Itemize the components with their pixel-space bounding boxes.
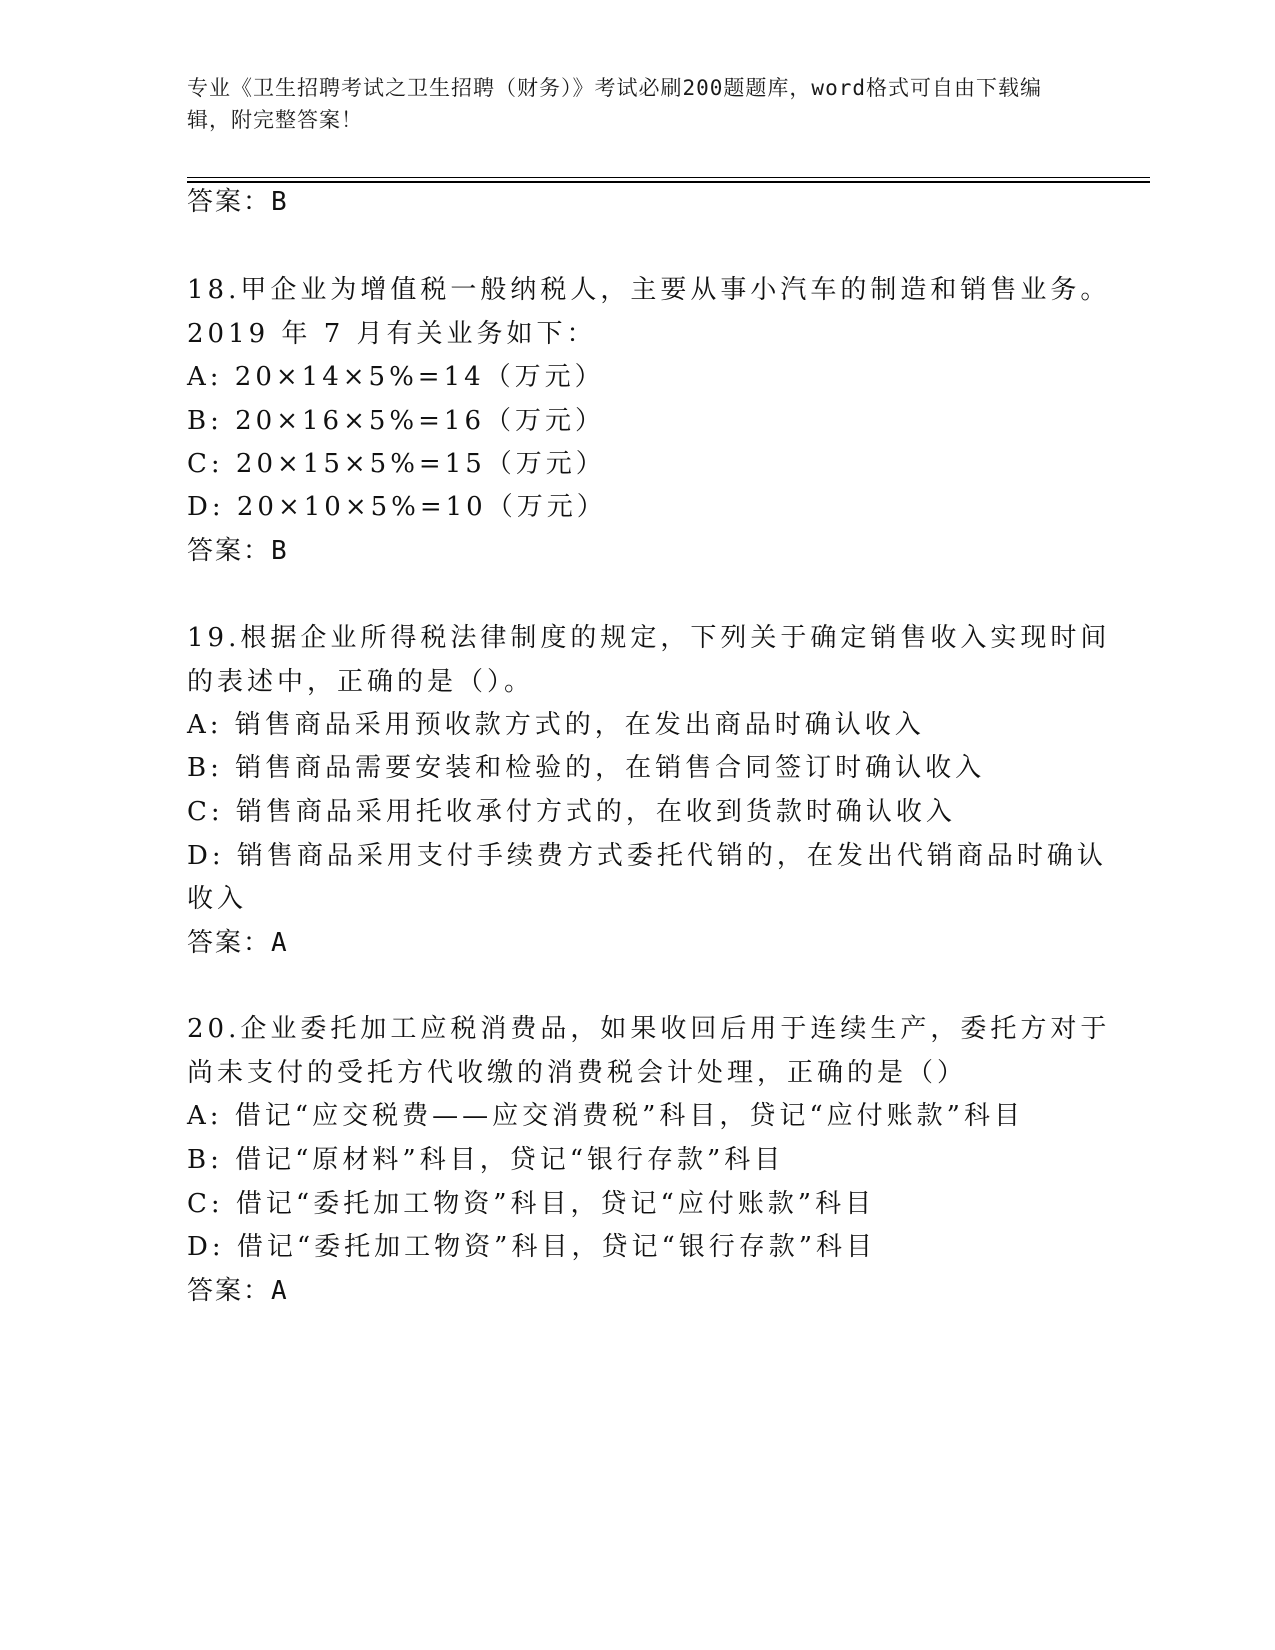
question-stem: 的表述中，正确的是（）。: [187, 667, 535, 697]
header-divider-thick: [187, 181, 1150, 183]
option-c: C: 20×15×5%=15（万元）: [187, 449, 606, 479]
option-a: A: 借记“应交税费——应交消费税”科目，贷记“应付账款”科目: [187, 1101, 1024, 1131]
option-a: A: 销售商品采用预收款方式的，在发出商品时确认收入: [187, 710, 925, 740]
option-d: D: 销售商品采用支付手续费方式委托代销的，在发出代销商品时确认: [187, 841, 1107, 871]
option-d: D: 借记“委托加工物资”科目，贷记“银行存款”科目: [187, 1232, 877, 1262]
option-d-continued: 收入: [187, 884, 248, 914]
answer-line: 答案：B: [187, 536, 289, 566]
option-d: D: 20×10×5%=10（万元）: [187, 492, 607, 522]
option-b: B: 20×16×5%=16（万元）: [187, 406, 605, 436]
option-b: B: 借记“原材料”科目，贷记“银行存款”科目: [187, 1145, 785, 1175]
question-stem: 18.甲企业为增值税一般纳税人，主要从事小汽车的制造和销售业务。: [187, 275, 1111, 305]
option-b: B: 销售商品需要安装和检验的，在销售合同签订时确认收入: [187, 753, 986, 783]
option-a: A: 20×14×5%=14（万元）: [187, 362, 605, 392]
document-header: 专业《卫生招聘考试之卫生招聘（财务）》考试必刷200题题库，word格式可自由下载编辑，附完整答案！: [187, 76, 1042, 132]
question-stem: 19.根据企业所得税法律制度的规定，下列关于确定销售收入实现时间: [187, 623, 1111, 653]
option-c: C: 销售商品采用托收承付方式的，在收到货款时确认收入: [187, 797, 956, 827]
answer-line: 答案：A: [187, 928, 289, 958]
question-stem: 20.企业委托加工应税消费品，如果收回后用于连续生产，委托方对于: [187, 1014, 1111, 1044]
question-stem: 2019 年 7 月有关业务如下：: [187, 319, 597, 349]
answer-line: 答案：A: [187, 1276, 289, 1306]
option-c: C: 借记“委托加工物资”科目，贷记“应付账款”科目: [187, 1189, 876, 1219]
header-divider-thin: [187, 177, 1150, 178]
question-stem: 尚未支付的受托方代收缴的消费税会计处理，正确的是（）: [187, 1058, 968, 1088]
answer-line: 答案：B: [187, 187, 289, 217]
